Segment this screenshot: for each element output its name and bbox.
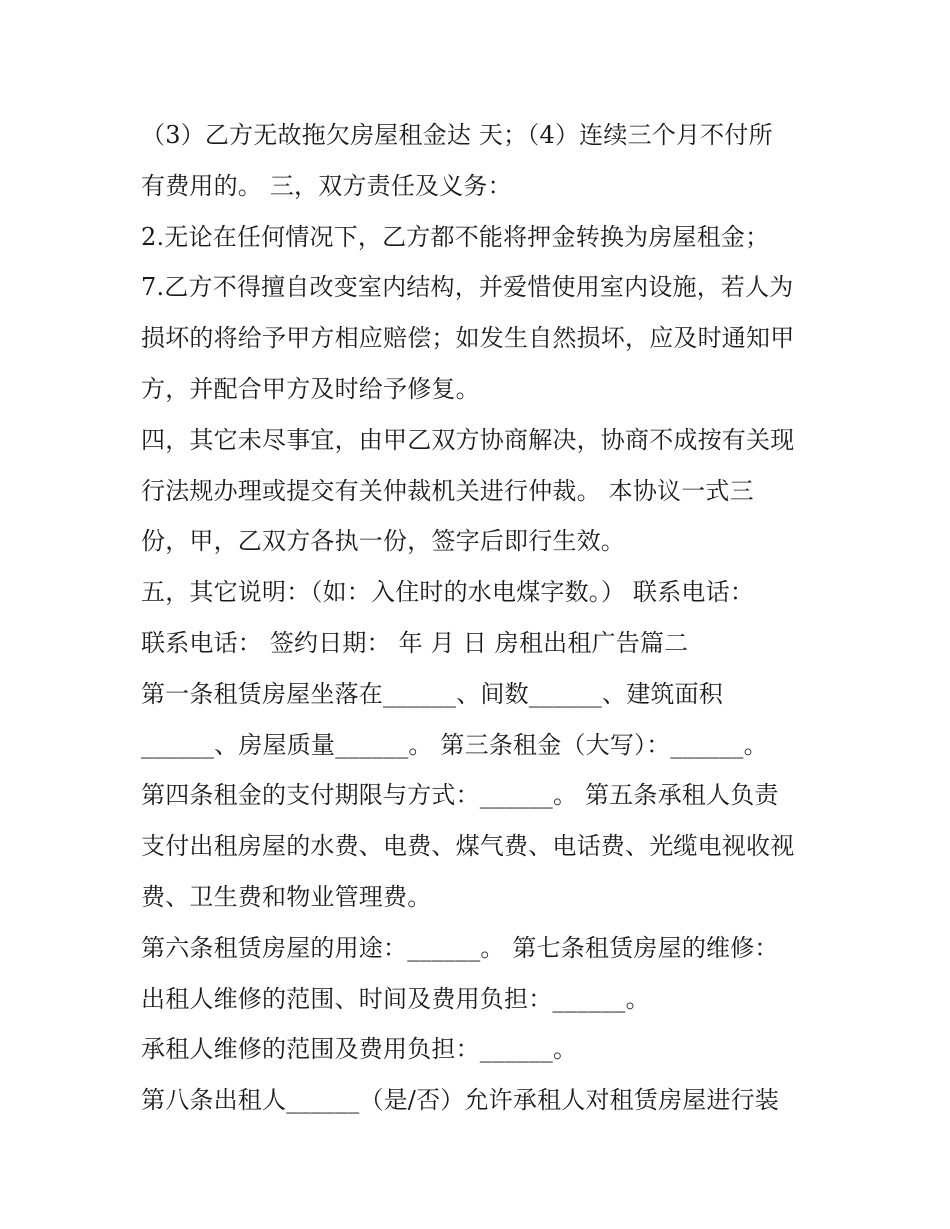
text-line: 7.乙方不得擅自改变室内结构，并爱惜使用室内设施，若人为 — [141, 273, 794, 302]
text-line: 支付出租房屋的水费、电费、煤气费、电话费、光缆电视收视 — [141, 832, 795, 861]
text-line: 联系电话： 签约日期： 年 月 日 房租出租广告篇二 — [141, 628, 689, 657]
document-body — [141, 110, 831, 1126]
text-line: 行法规办理或提交有关仲裁机关进行仲裁。 本协议一式三 — [141, 476, 754, 505]
text-line: 2.无论在任何情况下，乙方都不能将押金转换为房屋租金； — [141, 222, 770, 251]
text-line: 份，甲，乙双方各执一份，签字后即行生效。 — [141, 527, 625, 556]
text-line: 五，其它说明：（如：入住时的水电煤字数。） 联系电话： — [141, 578, 755, 607]
text-line: 第一条租赁房屋坐落在______、间数______、建筑面积 — [141, 679, 723, 708]
text-line: 有费用的。 三，双方责任及义务： — [141, 171, 512, 200]
text-line: 损坏的将给予甲方相应赔偿；如发生自然损坏，应及时通知甲 — [141, 324, 795, 353]
text-line: 方，并配合甲方及时给予修复。 — [141, 374, 480, 403]
text-line: 费、卫生费和物业管理费。 — [141, 882, 432, 911]
text-line: 承租人维修的范围及费用负担：______。 — [141, 1035, 578, 1064]
text-line: 第四条租金的支付期限与方式：______。 第五条承租人负责 — [141, 781, 779, 810]
text-line: 出租人维修的范围、时间及费用负担：______。 — [141, 984, 650, 1013]
text-line: ______、房屋质量______。 第三条租金（大写）：______。 — [141, 730, 768, 759]
text-line: 第八条出租人______（是/否）允许承租人对租赁房屋进行装 — [141, 1086, 780, 1115]
text-line: （3）乙方无故拖欠房屋租金达 天；（4）连续三个月不付所 — [141, 121, 773, 149]
text-line: 四，其它未尽事宜，由甲乙双方协商解决，协商不成按有关现 — [141, 425, 795, 454]
text-line: 第六条租赁房屋的用途：______。 第七条租赁房屋的维修： — [141, 933, 779, 962]
